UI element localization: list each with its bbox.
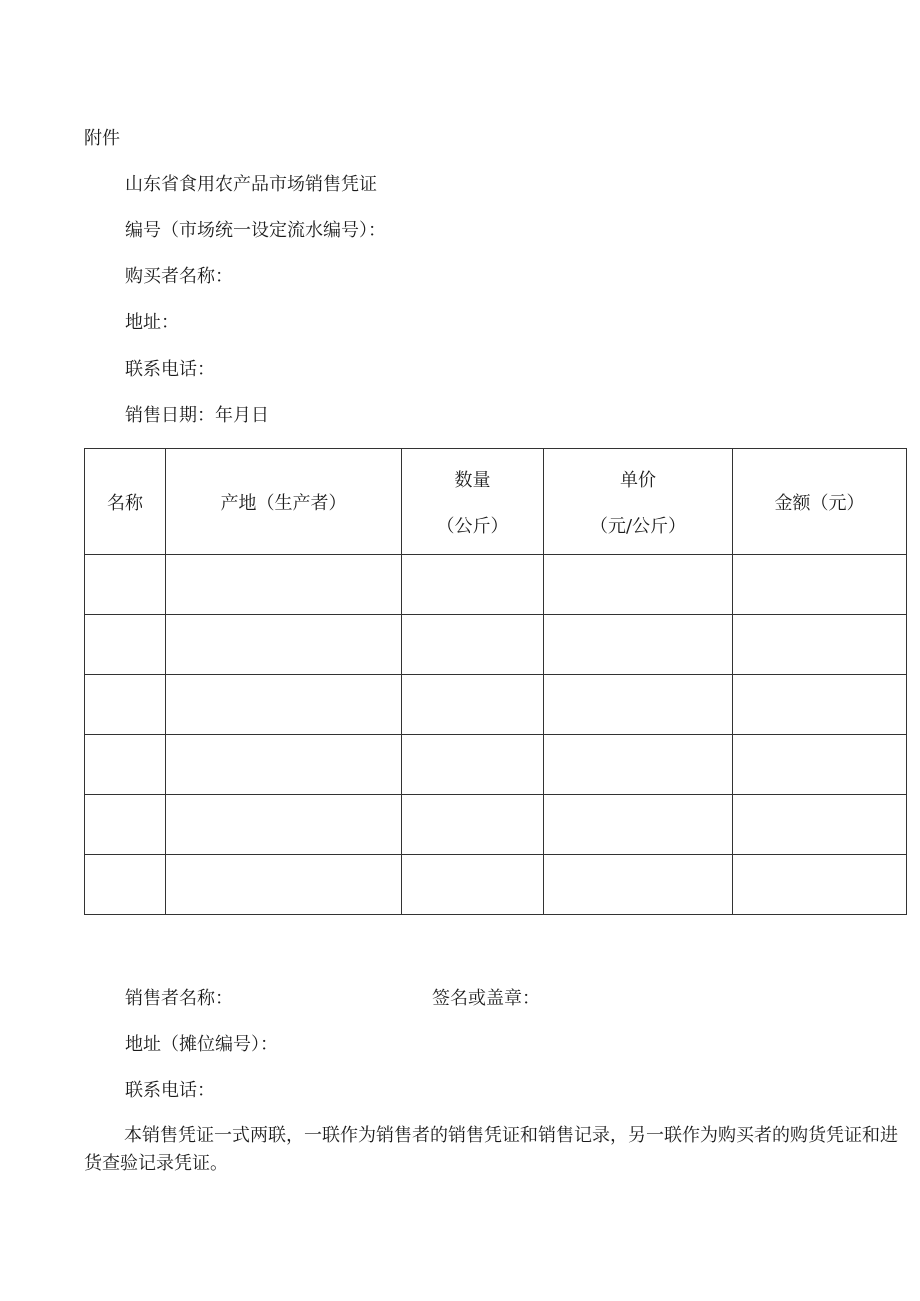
table-row	[85, 555, 907, 615]
header-name: 名称	[85, 449, 166, 555]
cell-amount[interactable]	[733, 855, 907, 915]
cell-origin[interactable]	[166, 615, 402, 675]
sale-date-label: 销售日期：年月日	[125, 405, 269, 426]
cell-unit-price[interactable]	[544, 855, 733, 915]
cell-unit-price[interactable]	[544, 675, 733, 735]
cell-origin[interactable]	[166, 675, 402, 735]
header-quantity	[402, 449, 544, 555]
seller-address-label: 地址（摊位编号）：	[125, 1034, 278, 1055]
cell-unit-price[interactable]	[544, 615, 733, 675]
cell-quantity[interactable]	[402, 675, 544, 735]
table-row	[85, 795, 907, 855]
cell-name[interactable]	[85, 615, 166, 675]
table-header-row	[85, 449, 907, 555]
header-unit-price	[544, 449, 733, 555]
header-unit-price-unit: （元/公斤）	[589, 515, 687, 537]
cell-amount[interactable]	[733, 615, 907, 675]
cell-origin[interactable]	[166, 735, 402, 795]
cell-quantity[interactable]	[402, 855, 544, 915]
cell-name[interactable]	[85, 735, 166, 795]
buyer-name-label: 购买者名称：	[125, 266, 233, 287]
cell-name[interactable]	[85, 795, 166, 855]
cell-quantity[interactable]	[402, 795, 544, 855]
cell-quantity[interactable]	[402, 615, 544, 675]
serial-number-label: 编号（市场统一设定流水编号）：	[125, 220, 386, 241]
table-row	[85, 675, 907, 735]
signature-label: 签名或盖章：	[432, 988, 540, 1009]
cell-name[interactable]	[85, 675, 166, 735]
seller-phone-label: 联系电话：	[125, 1080, 215, 1101]
header-amount: 金额（元）	[733, 449, 907, 555]
cell-amount[interactable]	[733, 675, 907, 735]
header-unit-price-label: 单价	[620, 469, 656, 491]
table-row	[85, 735, 907, 795]
sales-table	[84, 448, 907, 915]
form-title: 山东省食用农产品市场销售凭证	[125, 174, 377, 195]
cell-name[interactable]	[85, 555, 166, 615]
cell-amount[interactable]	[733, 555, 907, 615]
cell-name[interactable]	[85, 855, 166, 915]
attachment-label: 附件	[84, 128, 120, 149]
cell-origin[interactable]	[166, 855, 402, 915]
seller-name-label: 销售者名称：	[125, 988, 233, 1009]
buyer-address-label: 地址：	[125, 312, 179, 333]
header-quantity-unit: （公斤）	[436, 515, 509, 537]
cell-quantity[interactable]	[402, 555, 544, 615]
table-row	[85, 855, 907, 915]
cell-unit-price[interactable]	[544, 795, 733, 855]
cell-amount[interactable]	[733, 795, 907, 855]
cell-quantity[interactable]	[402, 735, 544, 795]
cell-amount[interactable]	[733, 735, 907, 795]
header-origin: 产地（生产者）	[166, 449, 402, 555]
cell-unit-price[interactable]	[544, 735, 733, 795]
header-quantity-label: 数量	[454, 469, 491, 491]
cell-unit-price[interactable]	[544, 555, 733, 615]
table-row	[85, 615, 907, 675]
cell-origin[interactable]	[166, 555, 402, 615]
note-paragraph: 本销售凭证一式两联，一联作为销售者的销售凭证和销售记录，另一联作为购买者的购货凭证和进货查验记录凭证。	[84, 1125, 898, 1174]
buyer-phone-label: 联系电话：	[125, 359, 215, 380]
cell-origin[interactable]	[166, 795, 402, 855]
